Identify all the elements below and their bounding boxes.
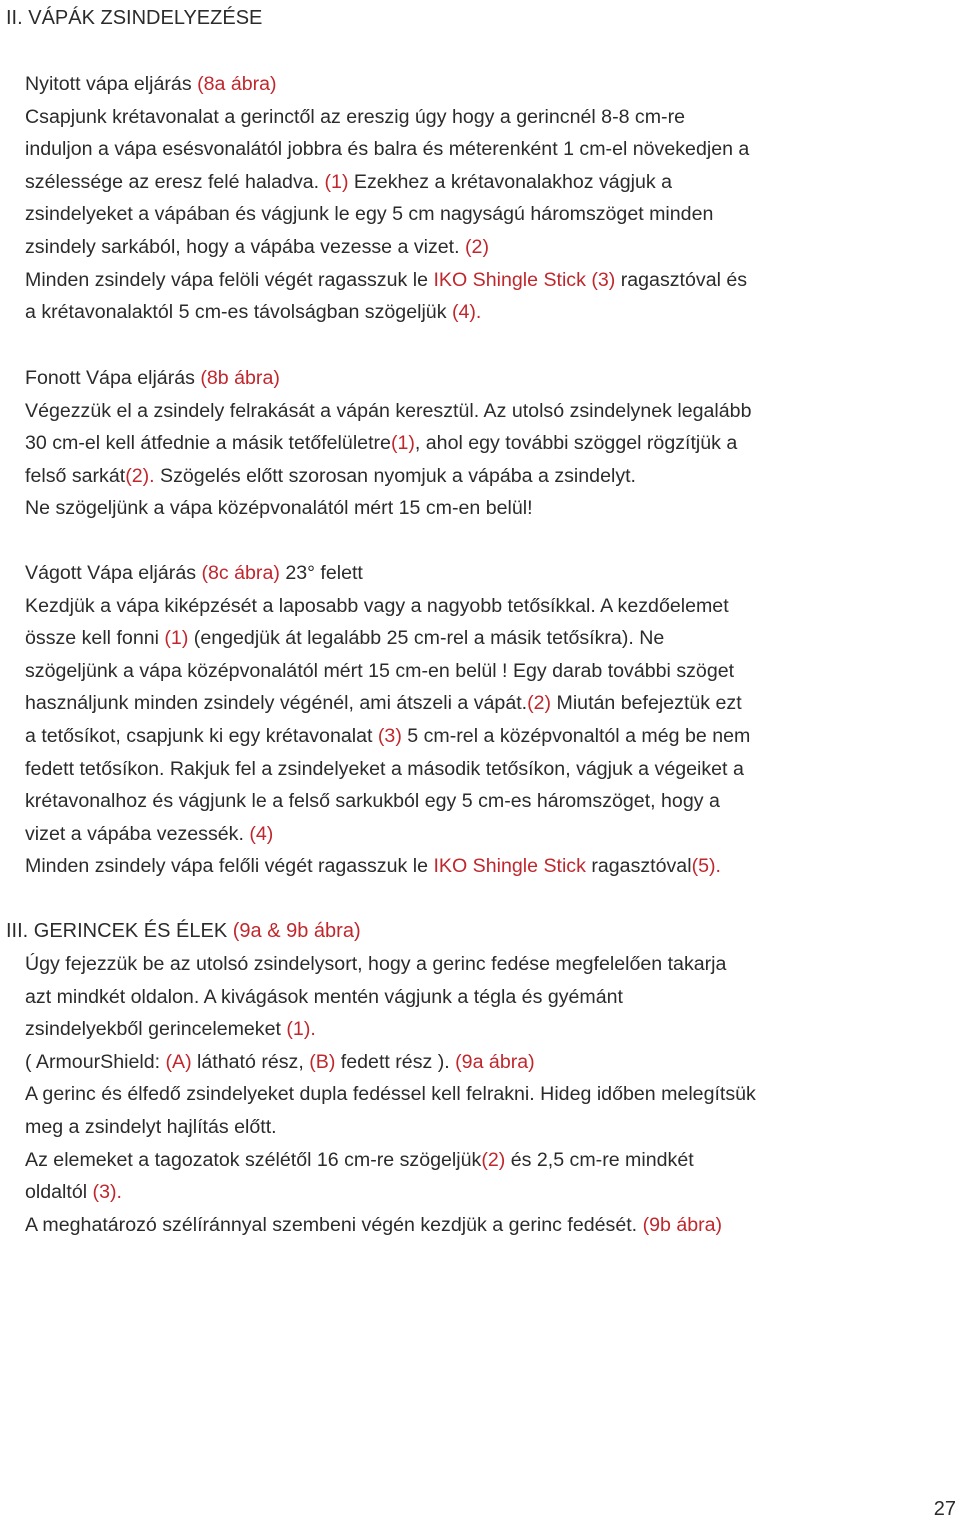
figure-reference: (8c ábra) (201, 562, 280, 584)
open-valley-section (25, 68, 950, 329)
paragraph-line (25, 622, 950, 655)
text-segment: oldaltól (25, 1181, 93, 1204)
paragraph-line (25, 1013, 950, 1046)
paragraph-line: Végezzük el a zsindely felrakását a vápán keresztül. Az utolsó zsindelynek legalább (25, 399, 752, 422)
text-segment: 30 cm-el kell átfednie a másik tetőfelületre (25, 432, 391, 455)
figure-reference: (9a & 9b ábra) (232, 920, 361, 942)
text-segment: a tetősíkot, csapjunk ki egy krétavonalat (25, 724, 378, 747)
ridges-section (25, 948, 950, 1241)
product-reference: IKO Shingle Stick (3) (433, 268, 616, 291)
text-segment: ragasztóval (585, 855, 692, 878)
text-segment: Az elemeket a tagozatok szélétől 16 cm-re szögeljük (25, 1148, 482, 1171)
figure-reference: (1). (286, 1018, 316, 1041)
paragraph-line (25, 296, 950, 329)
text-segment: ( ArmourShield: (25, 1050, 166, 1073)
paragraph-line (25, 427, 950, 460)
figure-reference: (3) (377, 724, 402, 747)
text-segment: Miután befejeztük ezt (551, 692, 742, 715)
woven-valley-section (25, 362, 950, 525)
figure-reference: (2) (527, 692, 552, 715)
paragraph-line (25, 687, 950, 720)
figure-reference: (2) (481, 1148, 506, 1171)
text-segment: vizet a vápába vezessék. (25, 822, 250, 845)
figure-reference: (9b ábra) (642, 1213, 723, 1236)
figure-reference: (2). (125, 464, 155, 487)
title-text: Fonott Vápa eljárás (25, 367, 201, 389)
open-valley-title (25, 68, 950, 101)
paragraph-line (25, 264, 950, 297)
figure-reference: (2) (465, 235, 489, 258)
paragraph-line: Úgy fejezzük be az utolsó zsindelysort, hogy a gerinc fedése megfelelően takarja (25, 953, 727, 975)
section-heading-valleys: II. VÁPÁK ZSINDELYEZÉSE (6, 7, 263, 29)
product-reference: IKO Shingle Stick (433, 855, 586, 878)
paragraph-line: krétavonalhoz és vágjunk le a felső sarkukból egy 5 cm-es háromszöget, hogy a (25, 790, 720, 813)
figure-reference: (8a ábra) (197, 73, 277, 95)
paragraph-line (25, 460, 950, 493)
title-text: Vágott Vápa eljárás (25, 562, 202, 584)
text-segment: A meghatározó szélíránnyal szembeni végén kezdjük a gerinc fedését. (25, 1213, 643, 1236)
figure-reference: (5). (691, 855, 721, 878)
paragraph-line (25, 1046, 950, 1079)
paragraph-line: induljon a vápa esésvonalától jobbra és balra és méterenként 1 cm-el növekedjen a (25, 138, 750, 161)
paragraph-line: azt mindkét oldalon. A kivágások mentén vágjunk a tégla és gyémánt (25, 985, 623, 1008)
text-segment: 5 cm-rel a középvonaltól a még be nem (401, 724, 751, 747)
text-segment: használjunk minden zsindely végénél, ami átszeli a vápát. (25, 692, 528, 715)
figure-reference: (1) (390, 432, 415, 455)
paragraph-line: A gerinc és élfedő zsindelyeket dupla fedéssel kell felrakni. Hideg időben melegítsük (25, 1083, 756, 1106)
page-number: 27 (933, 1498, 956, 1520)
paragraph-line (25, 1209, 950, 1242)
text-segment: a krétavonalaktól 5 cm-es távolságban szögeljük (25, 301, 452, 324)
text-segment: felső sarkát (25, 464, 126, 487)
paragraph-line: Ne szögeljünk a vápa középvonalától mért 15 cm-en belül! (25, 497, 533, 520)
paragraph-line: zsindelyeket a vápában és vágjunk le egy 5 cm nagyságú háromszöget minden (25, 203, 714, 226)
text-segment: fedett rész ). (335, 1050, 456, 1073)
heading-text: III. GERINCEK ÉS ÉLEK (6, 920, 233, 942)
cut-valley-title (25, 557, 950, 590)
text-segment: ragasztóval és (615, 268, 748, 291)
figure-reference: (8b ábra) (200, 367, 280, 389)
text-segment: Szögelés előtt szorosan nyomjuk a vápába a zsindelyt. (154, 464, 636, 487)
figure-reference: (B) (309, 1050, 336, 1073)
text-segment: , ahol egy további szöggel rögzítjük a (414, 432, 738, 455)
paragraph-line (25, 1176, 950, 1209)
text-segment: Minden zsindely vápa felőli végét ragasszuk le (25, 855, 434, 878)
paragraph-line: Kezdjük a vápa kiképzését a laposabb vagy a nagyobb tetősíkkal. A kezdőelemet (25, 594, 729, 617)
figure-reference: (3). (92, 1181, 122, 1204)
figure-reference: (4) (249, 822, 274, 845)
figure-reference: (9a ábra) (455, 1050, 535, 1073)
title-text: Nyitott vápa eljárás (25, 73, 198, 95)
text-segment: szélessége az eresz felé haladva. (25, 170, 325, 193)
paragraph-line (25, 720, 950, 753)
cut-valley-section (25, 557, 950, 883)
woven-valley-title (25, 362, 950, 395)
figure-reference: (1) (164, 627, 189, 650)
section-heading-ridges (6, 915, 361, 947)
text-segment: 23° felett (279, 562, 363, 584)
text-segment: össze kell fonni (25, 627, 165, 650)
paragraph-line (25, 850, 950, 883)
paragraph-line (25, 231, 950, 264)
text-segment: zsindely sarkából, hogy a vápába vezesse a vizet. (25, 235, 466, 258)
text-segment: Ezekhez a krétavonalakhoz vágjuk a (348, 170, 672, 193)
figure-reference: (A) (165, 1050, 192, 1073)
text-segment: (engedjük át legalább 25 cm-rel a másik tetősíkra). Ne (188, 627, 665, 650)
paragraph-line: szögeljünk a vápa középvonalától mért 15 cm-en belül ! Egy darab további szöget (25, 659, 735, 682)
paragraph-line: Csapjunk krétavonalat a gerinctől az ereszig úgy hogy a gerincnél 8-8 cm-re (25, 105, 685, 128)
text-segment: és 2,5 cm-re mindkét (505, 1148, 694, 1171)
text-segment: látható rész, (191, 1050, 310, 1073)
figure-reference: (4). (451, 301, 482, 324)
paragraph-line: meg a zsindelyt hajlítás előtt. (25, 1115, 277, 1138)
paragraph-line (25, 166, 950, 199)
paragraph-line (25, 818, 950, 851)
figure-reference: (1) (324, 170, 349, 193)
text-segment: Minden zsindely vápa felöli végét ragasszuk le (25, 268, 434, 291)
paragraph-line: fedett tetősíkon. Rakjuk fel a zsindelyeket a második tetősíkon, vágjuk a végeiket a (25, 757, 744, 780)
text-segment: zsindelyekből gerincelemeket (25, 1018, 287, 1041)
paragraph-line (25, 1144, 950, 1177)
